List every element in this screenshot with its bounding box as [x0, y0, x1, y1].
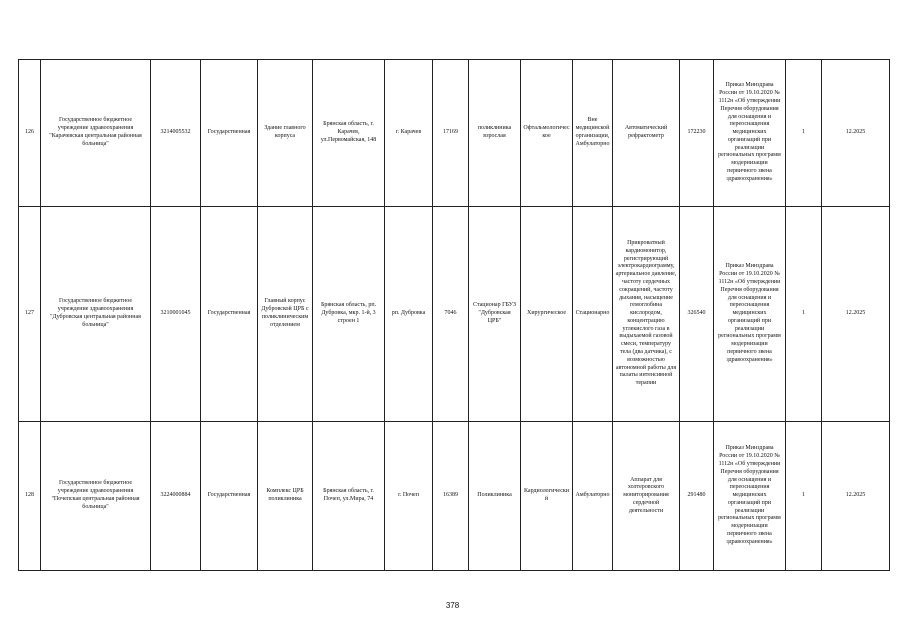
unit-type-cell: поликлиника взрослая [469, 60, 521, 207]
inn-cell: 3210001045 [151, 207, 201, 422]
care-type-cell: Амбулаторно [573, 422, 613, 571]
address-cell: Брянская область, г. Почеп, ул.Мира, 74 [313, 422, 385, 571]
basis-cell: Приказ Минздрава России от 19.10.2020 № 1112н «Об утверждении Перечня оборудования для оснащения и переоснащения медицинских организаций при реализации региональных программ модернизации первичного звена здравоохранения» [714, 422, 786, 571]
population-cell: 16389 [433, 422, 469, 571]
inn-cell: 3214005532 [151, 60, 201, 207]
quantity-cell: 1 [786, 207, 822, 422]
population-cell: 17169 [433, 60, 469, 207]
inn-cell: 3224000884 [151, 422, 201, 571]
department-cell: Хирургическое [521, 207, 573, 422]
quantity-cell: 1 [786, 422, 822, 571]
equipment-cell [613, 207, 680, 422]
unit-type-cell: Стационар ГБУЗ "Дубровская ЦРБ" [469, 207, 521, 422]
address-cell: Брянская область, рп. Дубровка, мкр. 1-й, 3 строен 1 [313, 207, 385, 422]
basis-cell: Приказ Минздрава России от 19.10.2020 № 1112н «Об утверждении Перечня оборудования для оснащения и переоснащения медицинских организаций при реализации региональных программ модернизации первичного звена здравоохранения» [714, 207, 786, 422]
equipment-text: Прикроватный кардиомонитор, регистрирующий электрокардиограмму, артериальное давление, частоту сердечных сокращений, частоту дыхания, насыщение гемоглобина кислородом, концентрацию углекислого газа в выдыхаемой газовой смеси, температуру тела (два датчика), с возможностью автономной работы для палаты интенсивной терапии [615, 239, 677, 387]
organization-cell: Государственное бюджетное учреждение здравоохранения "Карачевская центральная районная больница" [41, 60, 151, 207]
department-cell: Кардиологический [521, 422, 573, 571]
building-cell: Комплекс ЦРБ поликлиника [258, 422, 313, 571]
page-number: 378 [445, 601, 460, 610]
quantity-cell: 1 [786, 60, 822, 207]
department-cell: Офтальмологическое [521, 60, 573, 207]
building-cell: Главный корпус Дубровской ЦРБ с поликлиническим отделением [258, 207, 313, 422]
organization-cell: Государственное бюджетное учреждение здравоохранения "Почепская центральная районная больница" [41, 422, 151, 571]
locality-cell: г. Карачев [385, 60, 433, 207]
locality-cell: рп. Дубровка [385, 207, 433, 422]
care-type-cell: Стационарно [573, 207, 613, 422]
date-cell: 12.2025 [822, 207, 890, 422]
row-number-cell: 128 [19, 422, 41, 571]
equipment-cell: Автоматический рефрактометр [613, 60, 680, 207]
ownership-cell: Государственная [201, 207, 258, 422]
population-cell: 7046 [433, 207, 469, 422]
equipment-table [18, 59, 890, 571]
equipment-code-cell: 172230 [680, 60, 714, 207]
table-row [19, 422, 890, 571]
equipment-cell: Аппарат для холтеровского мониторирования сердечной деятельности [613, 422, 680, 571]
date-cell: 12.2025 [822, 422, 890, 571]
date-cell: 12.2025 [822, 60, 890, 207]
locality-cell: г. Почеп [385, 422, 433, 571]
row-number-cell: 127 [19, 207, 41, 422]
care-type-cell: Вне медицинской организации, Амбулаторно [573, 60, 613, 207]
table-row [19, 60, 890, 207]
equipment-code-cell: 326540 [680, 207, 714, 422]
unit-type-cell: Поликлиника [469, 422, 521, 571]
basis-cell: Приказ Минздрава России от 19.10.2020 № 1112н «Об утверждении Перечня оборудования для оснащения и переоснащения медицинских организаций при реализации региональных программ модернизации первичного звена здравоохранения» [714, 60, 786, 207]
ownership-cell: Государственная [201, 422, 258, 571]
address-cell: Брянская область, г. Карачев, ул.Первомайская, 148 [313, 60, 385, 207]
ownership-cell: Государственная [201, 60, 258, 207]
organization-cell: Государственное бюджетное учреждение здравоохранения "Дубровская центральная районная больница" [41, 207, 151, 422]
table-row [19, 207, 890, 422]
building-cell: Здание главного корпуса [258, 60, 313, 207]
row-number-cell: 126 [19, 60, 41, 207]
equipment-code-cell: 291480 [680, 422, 714, 571]
